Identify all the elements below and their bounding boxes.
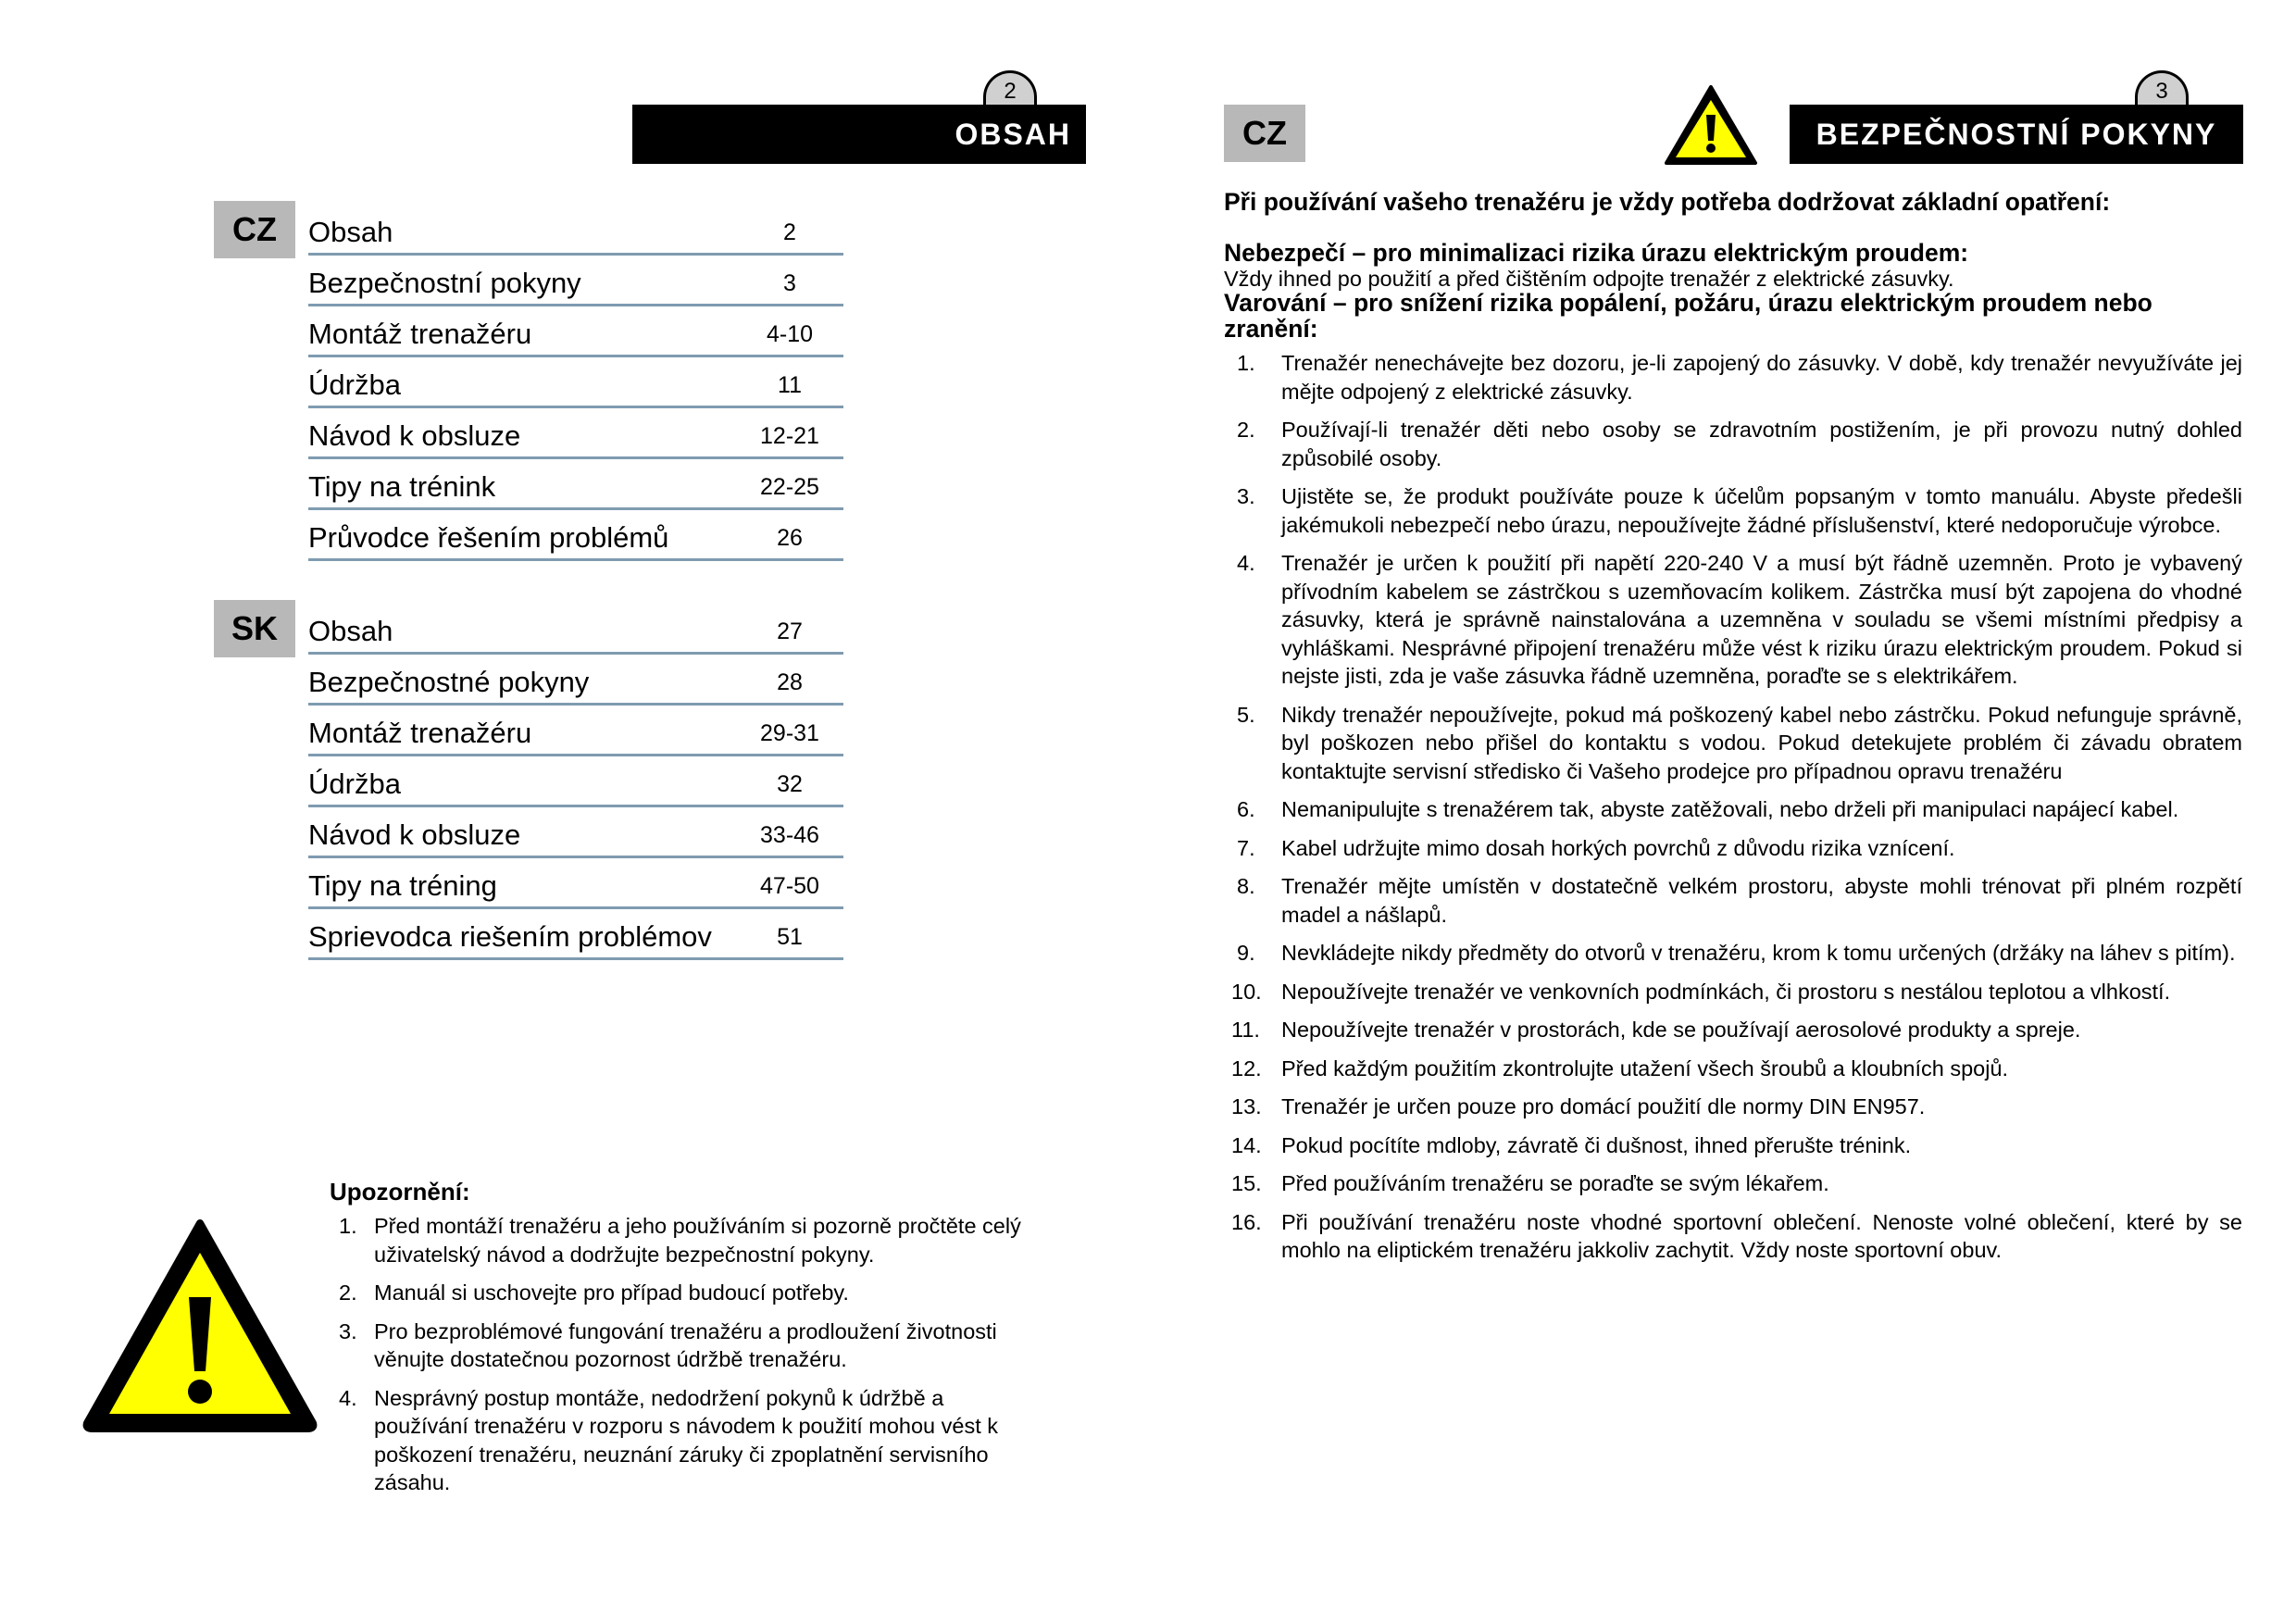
item-number: 13. bbox=[1231, 1094, 1262, 1118]
list-item bbox=[1237, 549, 2242, 691]
toc-sk bbox=[308, 604, 843, 960]
toc-row[interactable] bbox=[308, 604, 843, 655]
intro-text: Při používání vašeho trenažéru je vždy potřeba dodržovat základní opatření: bbox=[1224, 188, 2111, 216]
item-text: Manuál si uschovejte pro případ budoucí potřeby. bbox=[374, 1280, 849, 1305]
item-number: 10. bbox=[1231, 979, 1262, 1004]
toc-title: Bezpečnostné pokyny bbox=[308, 666, 590, 698]
item-text: Nevkládejte nikdy předměty do otvorů v trenažéru, krom k tomu určených (držáky na láhev s pitím). bbox=[1281, 941, 2236, 965]
item-number: 4. bbox=[339, 1385, 357, 1410]
item-text: Při používání trenažéru noste vhodné sportovní oblečení. Nenoste volné oblečení, které by se mohlo na eliptickém trenažéru jakkoliv zachytit. Vždy noste sportovní obuv. bbox=[1281, 1209, 2242, 1262]
item-text: Před používáním trenažéru se poraďte se svým lékařem. bbox=[1281, 1171, 1829, 1195]
page-number: 3 bbox=[2135, 70, 2189, 107]
item-number: 1. bbox=[1237, 351, 1255, 375]
list-item bbox=[330, 1384, 1042, 1497]
item-text: Nikdy trenažér nepoužívejte, pokud má poškozený kabel nebo zástrčku. Pokud nefunguje správně, byl poškozen nebo přišel do kontaktu s vodou. Pokud detekujete problém či závadu obratem kontaktujte servisní středisko či Vašeho prodejce pro případnou opravu trenažéru bbox=[1281, 702, 2242, 783]
item-text: Trenažér nenechávejte bez dozoru, je-li zapojený do zásuvky. V době, kdy trenažér nevyužíváte jej mějte odpojený z elektrické zásuvky. bbox=[1281, 351, 2242, 404]
toc-page: 22-25 bbox=[760, 474, 819, 500]
item-text: Nesprávný postup montáže, nedodržení pokynů k údržbě a používání trenažéru v rozporu s návodem k použití mohou vést k poškození trenažéru, neuznání záruky či zpoplatnění servisního zásahu. bbox=[374, 1385, 999, 1494]
toc-page: 32 bbox=[777, 771, 803, 797]
list-item bbox=[1231, 1169, 2242, 1198]
item-text: Před montáží trenažéru a jeho používáním si pozorně pročtěte celý uživatelský návod a dodržujte bezpečnostní pokyny. bbox=[374, 1214, 1021, 1267]
list-item bbox=[330, 1318, 1042, 1374]
list-item bbox=[1237, 482, 2242, 539]
toc-row[interactable] bbox=[308, 909, 843, 960]
toc-page: 11 bbox=[778, 372, 802, 398]
list-item bbox=[1231, 1055, 2242, 1083]
toc-title: Tipy na tréning bbox=[308, 869, 497, 902]
page-header-bar bbox=[1790, 105, 2243, 164]
item-number: 9. bbox=[1237, 941, 1255, 965]
item-number: 7. bbox=[1237, 835, 1255, 860]
item-text: Pokud pocítíte mdloby, závratě či dušnost, ihned přerušte trénink. bbox=[1281, 1132, 1912, 1157]
toc-page: 12-21 bbox=[760, 423, 819, 449]
toc-page: 47-50 bbox=[760, 873, 819, 899]
list-item bbox=[1231, 1016, 2242, 1044]
warning-triangle-icon bbox=[1663, 83, 1759, 169]
toc-row[interactable] bbox=[308, 256, 843, 306]
list-item bbox=[1237, 834, 2242, 863]
item-text: Trenažér je určen k použití při napětí 220-240 V a musí být řádně uzemněn. Proto je vybavený přívodním kabelem se zástrčkou s uzemňovacím kolikem. Zástrčka musí být zapojena do vhodné zásuvky, která je správně nainstalována a uzemněna v souladu se všemi místními předpisy a vyhláškami. Nesprávné připojení trenažéru může vést k riziku úrazu elektrickým proudem. Pokud si nejste jisti, zda je vaše zásuvka řádně uzemněna, poraďte se s elektrikářem. bbox=[1281, 551, 2242, 688]
page-header-bar bbox=[632, 105, 1086, 164]
item-number: 15. bbox=[1231, 1171, 1262, 1195]
toc-row[interactable] bbox=[308, 510, 843, 561]
toc-page: 27 bbox=[777, 618, 803, 644]
item-number: 5. bbox=[1237, 702, 1255, 727]
list-item bbox=[1237, 939, 2242, 968]
item-number: 1. bbox=[339, 1214, 357, 1238]
item-number: 16. bbox=[1231, 1209, 1262, 1234]
list-item bbox=[1237, 701, 2242, 786]
safety-rules-list bbox=[1231, 349, 2242, 1275]
list-item bbox=[330, 1279, 1042, 1307]
warning-heading: Varování – pro snížení rizika popálení, požáru, úrazu elektrickým proudem nebo zranění: bbox=[1224, 289, 2152, 343]
list-item bbox=[1231, 1131, 2242, 1160]
toc-row[interactable] bbox=[308, 706, 843, 756]
toc-title: Údržba bbox=[308, 768, 401, 800]
toc-title: Tipy na trénink bbox=[308, 470, 496, 503]
toc-title: Návod k obsluze bbox=[308, 419, 521, 452]
toc-row[interactable] bbox=[308, 459, 843, 510]
notice-list bbox=[330, 1212, 1042, 1507]
toc-row[interactable] bbox=[308, 655, 843, 706]
item-text: Kabel udržujte mimo dosah horkých povrchů z důvodu rizika vznícení. bbox=[1281, 835, 1955, 860]
toc-title: Bezpečnostní pokyny bbox=[308, 267, 581, 299]
toc-title: Průvodce řešením problémů bbox=[308, 521, 669, 554]
lang-box-cz: CZ bbox=[1224, 105, 1305, 162]
list-item bbox=[1237, 795, 2242, 824]
item-text: Pro bezproblémové fungování trenažéru a prodloužení životnosti věnujte dostatečnou pozornost údržbě trenažéru. bbox=[374, 1318, 997, 1371]
toc-page: 33-46 bbox=[760, 822, 819, 848]
list-item bbox=[1237, 349, 2242, 406]
item-number: 3. bbox=[339, 1318, 357, 1343]
toc-page: 26 bbox=[777, 525, 803, 551]
header-title: OBSAH bbox=[955, 118, 1071, 151]
toc-title: Návod k obsluze bbox=[308, 818, 521, 851]
list-item bbox=[1237, 872, 2242, 929]
toc-row[interactable] bbox=[308, 807, 843, 858]
item-number: 11. bbox=[1231, 1018, 1260, 1042]
item-text: Trenažér je určen pouze pro domácí použití dle normy DIN EN957. bbox=[1281, 1094, 1926, 1118]
item-text: Trenažér mějte umístěn v dostatečně velkém prostoru, abyste mohli trénovat při plném rozpětí madel a nášlapů. bbox=[1281, 874, 2242, 927]
toc-title: Obsah bbox=[308, 615, 393, 647]
item-text: Před každým použitím zkontrolujte utažení všech šroubů a kloubních spojů. bbox=[1281, 1056, 2009, 1081]
toc-row[interactable] bbox=[308, 357, 843, 408]
item-number: 2. bbox=[1237, 418, 1255, 442]
toc-title: Sprievodca riešením problémov bbox=[308, 920, 712, 953]
toc-page: 2 bbox=[783, 219, 796, 245]
lang-box-sk: SK bbox=[214, 600, 295, 657]
item-number: 3. bbox=[1237, 484, 1255, 508]
toc-title: Obsah bbox=[308, 216, 393, 248]
toc-title: Montáž trenažéru bbox=[308, 318, 532, 350]
toc-page: 28 bbox=[777, 669, 803, 695]
toc-row[interactable] bbox=[308, 205, 843, 256]
lang-box-cz: CZ bbox=[214, 201, 295, 258]
item-number: 12. bbox=[1231, 1056, 1262, 1081]
toc-cz bbox=[308, 205, 843, 561]
list-item bbox=[1237, 416, 2242, 472]
toc-row[interactable] bbox=[308, 408, 843, 459]
list-item bbox=[1231, 1093, 2242, 1121]
list-item bbox=[1231, 978, 2242, 1006]
item-number: 14. bbox=[1231, 1132, 1262, 1157]
item-text: Nemanipulujte s trenažérem tak, abyste zatěžovali, nebo drželi při manipulaci napájecí kabel. bbox=[1281, 797, 2179, 821]
toc-row[interactable] bbox=[308, 756, 843, 807]
item-number: 4. bbox=[1237, 551, 1255, 575]
toc-page: 3 bbox=[783, 270, 796, 296]
danger-heading: Nebezpečí – pro minimalizaci rizika úrazu elektrickým proudem: bbox=[1224, 239, 1969, 267]
toc-page: 51 bbox=[777, 924, 803, 950]
item-number: 2. bbox=[339, 1280, 357, 1305]
item-text: Používají-li trenažér děti nebo osoby se zdravotním postižením, je při provozu nutný dohled způsobilé osoby. bbox=[1281, 418, 2242, 470]
notice-heading: Upozornění: bbox=[330, 1178, 470, 1206]
header-title: BEZPEČNOSTNÍ POKYNY bbox=[1816, 118, 2217, 151]
page-number: 2 bbox=[983, 70, 1037, 107]
item-number: 8. bbox=[1237, 874, 1255, 898]
list-item bbox=[1231, 1208, 2242, 1265]
list-item bbox=[330, 1212, 1042, 1268]
item-text: Nepoužívejte trenažér ve venkovních podmínkách, či prostoru s nestálou teplotou a vlhkostí. bbox=[1281, 979, 2171, 1004]
item-text: Ujistěte se, že produkt používáte pouze k účelům popsaným v tomto manuálu. Abyste předešli jakémukoli nebezpečí nebo úrazu, nepoužívejte žádné příslušenství, které nedoporučuje výrobce. bbox=[1281, 484, 2242, 537]
item-number: 6. bbox=[1237, 797, 1255, 821]
warning-triangle-icon bbox=[80, 1216, 320, 1434]
toc-title: Montáž trenažéru bbox=[308, 717, 532, 749]
danger-text: Vždy ihned po použití a před čištěním odpojte trenažér z elektrické zásuvky. bbox=[1224, 267, 1954, 291]
toc-page: 4-10 bbox=[766, 321, 814, 347]
toc-row[interactable] bbox=[308, 306, 843, 357]
toc-page: 29-31 bbox=[760, 720, 819, 746]
toc-row[interactable] bbox=[308, 858, 843, 909]
toc-title: Údržba bbox=[308, 369, 401, 401]
item-text: Nepoužívejte trenažér v prostorách, kde se používají aerosolové produkty a spreje. bbox=[1281, 1018, 2081, 1042]
